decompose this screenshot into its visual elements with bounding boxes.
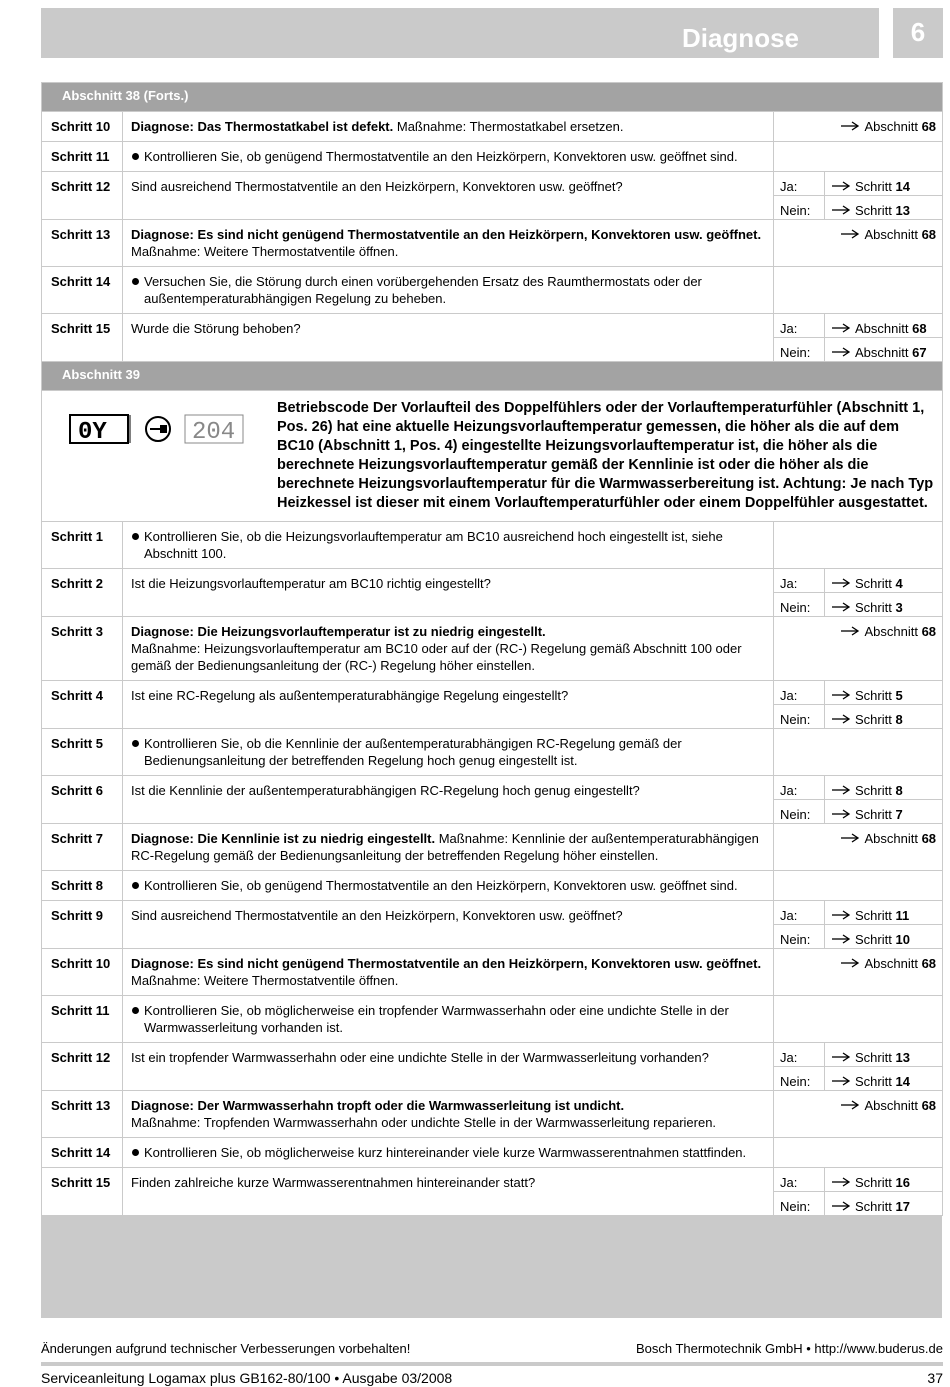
target-label: Schritt bbox=[855, 1175, 892, 1190]
step-content bbox=[123, 1043, 774, 1091]
target-number: 11 bbox=[895, 908, 910, 923]
target-label: Schritt bbox=[855, 203, 892, 218]
step-label: Schritt 4 bbox=[42, 681, 123, 729]
target-label: Schritt bbox=[855, 908, 892, 923]
yes-label: Ja: bbox=[774, 681, 825, 705]
table-row bbox=[42, 949, 943, 996]
target-number: 5 bbox=[895, 688, 903, 703]
target-number: 3 bbox=[895, 600, 903, 615]
diagnosis-text: Diagnose: Der Warmwasserhahn tropft oder die Warmwasserleitung ist undicht. bbox=[131, 1098, 625, 1113]
step-content bbox=[123, 1091, 774, 1138]
target-label: Abschnitt bbox=[864, 119, 918, 134]
table-row bbox=[42, 729, 943, 776]
footer-company: Bosch Thermotechnik GmbH • http://www.buderus.de bbox=[635, 1341, 943, 1356]
no-target[interactable] bbox=[825, 593, 943, 617]
no-target[interactable] bbox=[825, 196, 943, 220]
table-row bbox=[42, 1091, 943, 1138]
no-target[interactable] bbox=[825, 925, 943, 949]
step-label: Schritt 1 bbox=[42, 522, 123, 569]
chapter-number: 6 bbox=[893, 8, 943, 58]
footer-disclaimer: Änderungen aufgrund technischer Verbesserungen vorbehalten! bbox=[41, 1341, 411, 1356]
result-target bbox=[774, 142, 943, 172]
yes-label: Ja: bbox=[774, 172, 825, 196]
result-target bbox=[774, 267, 943, 314]
no-label: Nein: bbox=[774, 1192, 825, 1216]
result-target[interactable] bbox=[774, 1091, 943, 1138]
step-label: Schritt 5 bbox=[42, 729, 123, 776]
arrow-right-icon bbox=[831, 714, 851, 724]
target-number: 13 bbox=[895, 203, 910, 218]
target-label: Abschnitt bbox=[864, 1098, 918, 1113]
arrow-right-icon bbox=[831, 910, 851, 920]
display-icons bbox=[42, 391, 277, 521]
step-label: Schritt 2 bbox=[42, 569, 123, 617]
step-content bbox=[123, 1168, 774, 1216]
step-label: Schritt 12 bbox=[42, 1043, 123, 1091]
lcd-display-icon bbox=[42, 413, 277, 473]
step-content bbox=[123, 220, 774, 267]
step-label: Schritt 14 bbox=[42, 267, 123, 314]
no-label: Nein: bbox=[774, 593, 825, 617]
header-bar bbox=[41, 8, 879, 58]
operating-code-row bbox=[42, 391, 943, 522]
step-label: Schritt 3 bbox=[42, 617, 123, 681]
target-number: 10 bbox=[895, 932, 910, 947]
arrow-right-icon bbox=[831, 690, 851, 700]
yes-target[interactable] bbox=[825, 314, 943, 338]
no-target[interactable] bbox=[825, 1067, 943, 1091]
arrow-right-icon bbox=[831, 181, 851, 191]
section-title: Abschnitt 39 bbox=[42, 362, 943, 391]
step-label: Schritt 8 bbox=[42, 871, 123, 901]
arrow-right-icon bbox=[840, 1100, 860, 1110]
step-text: Ist die Kennlinie der außentemperaturabhängigen RC-Regelung hoch genug eingestellt? bbox=[131, 783, 640, 798]
arrow-right-icon bbox=[831, 809, 851, 819]
step-content bbox=[123, 729, 774, 776]
target-number: 14 bbox=[895, 1074, 910, 1089]
arrow-right-icon bbox=[840, 958, 860, 968]
step-label: Schritt 11 bbox=[42, 142, 123, 172]
target-label: Abschnitt bbox=[864, 624, 918, 639]
step-label: Schritt 15 bbox=[42, 314, 123, 362]
bullet-item: Versuchen Sie, die Störung durch einen vorübergehenden Ersatz des Raumthermostats oder der außentemperaturabhängigen Regelung zu beheben. bbox=[131, 273, 765, 307]
step-content bbox=[123, 314, 774, 362]
no-target[interactable] bbox=[825, 705, 943, 729]
section-header bbox=[42, 83, 943, 112]
arrow-right-icon bbox=[831, 602, 851, 612]
step-label: Schritt 13 bbox=[42, 220, 123, 267]
table-row bbox=[42, 220, 943, 267]
step-content bbox=[123, 522, 774, 569]
table-row bbox=[42, 112, 943, 142]
yes-label: Ja: bbox=[774, 901, 825, 925]
arrow-right-icon bbox=[831, 1052, 851, 1062]
operating-code-cell bbox=[42, 391, 943, 522]
yes-label: Ja: bbox=[774, 776, 825, 800]
step-content bbox=[123, 824, 774, 871]
page-title: Diagnose bbox=[681, 23, 799, 53]
table-row bbox=[42, 996, 943, 1043]
step-text: Maßnahme: Kennlinie der außentemperaturabhängigen RC-Regelung gemäß der Bedienungsanleitung der betreffenden Regelung höher einstellen. bbox=[131, 831, 759, 863]
step-label: Schritt 10 bbox=[42, 112, 123, 142]
target-label: Schritt bbox=[855, 600, 892, 615]
target-label: Schritt bbox=[855, 688, 892, 703]
no-target[interactable] bbox=[825, 1192, 943, 1216]
step-label: Schritt 7 bbox=[42, 824, 123, 871]
step-text: Maßnahme: Tropfenden Warmwasserhahn oder undichte Stelle in der Warmwasserleitung reparieren. bbox=[131, 1115, 717, 1130]
step-content bbox=[123, 871, 774, 901]
bullet-item: Kontrollieren Sie, ob möglicherweise kurz hintereinander viele kurze Warmwasserentnahmen stattfinden. bbox=[131, 1144, 765, 1161]
yes-target[interactable] bbox=[825, 569, 943, 593]
no-label: Nein: bbox=[774, 196, 825, 220]
step-text: Ist die Heizungsvorlauftemperatur am BC10 richtig eingestellt? bbox=[131, 576, 491, 591]
no-label: Nein: bbox=[774, 1067, 825, 1091]
step-content bbox=[123, 996, 774, 1043]
table-row bbox=[42, 681, 943, 705]
step-content bbox=[123, 172, 774, 220]
yes-target[interactable] bbox=[825, 1043, 943, 1067]
arrow-right-icon bbox=[840, 626, 860, 636]
arrow-right-icon bbox=[831, 1201, 851, 1211]
table-row bbox=[42, 1138, 943, 1168]
step-text: Sind ausreichend Thermostatventile an den Heizkörpern, Konvektoren usw. geöffnet? bbox=[131, 908, 623, 923]
bullet-item: Kontrollieren Sie, ob möglicherweise ein tropfender Warmwasserhahn oder eine undichte Stelle in der Warmwasserleitung vorhanden ist. bbox=[131, 1002, 765, 1036]
no-target[interactable] bbox=[825, 338, 943, 362]
diagnosis-text: Diagnose: Die Heizungsvorlauftemperatur ist zu niedrig eingestellt. bbox=[131, 624, 546, 639]
bullet-item: Kontrollieren Sie, ob die Kennlinie der außentemperaturabhängigen RC-Regelung gemäß der Bedienungsanleitung der betreffenden Regelung hoch genug eingestellt ist. bbox=[131, 735, 765, 769]
footer-divider bbox=[41, 1362, 943, 1366]
bullet-item: Kontrollieren Sie, ob genügend Thermostatventile an den Heizkörpern, Konvektoren usw. geöffnet sind. bbox=[131, 148, 765, 165]
display-right-code: 204 bbox=[192, 419, 236, 446]
target-label: Schritt bbox=[855, 1050, 892, 1065]
arrow-right-icon bbox=[831, 934, 851, 944]
target-number: 68 bbox=[921, 831, 937, 846]
target-number: 68 bbox=[921, 956, 937, 971]
arrow-right-icon bbox=[840, 121, 860, 131]
step-label: Schritt 6 bbox=[42, 776, 123, 824]
step-content bbox=[123, 901, 774, 949]
section-header bbox=[42, 362, 943, 391]
table-row bbox=[42, 314, 943, 338]
result-target[interactable] bbox=[774, 112, 943, 142]
result-target[interactable] bbox=[774, 824, 943, 871]
table-row bbox=[42, 824, 943, 871]
arrow-right-icon bbox=[840, 229, 860, 239]
target-label: Schritt bbox=[855, 783, 892, 798]
target-number: 68 bbox=[921, 1098, 937, 1113]
target-number: 13 bbox=[895, 1050, 910, 1065]
table-row bbox=[42, 522, 943, 569]
target-number: 7 bbox=[895, 807, 903, 822]
arrow-right-icon bbox=[831, 323, 851, 333]
target-number: 16 bbox=[895, 1175, 910, 1190]
step-label: Schritt 12 bbox=[42, 172, 123, 220]
target-label: Abschnitt bbox=[855, 321, 909, 336]
step-text: Sind ausreichend Thermostatventile an den Heizkörpern, Konvektoren usw. geöffnet? bbox=[131, 179, 623, 194]
step-text: Finden zahlreiche kurze Warmwasserentnahmen hintereinander statt? bbox=[131, 1175, 536, 1190]
target-number: 68 bbox=[921, 227, 937, 242]
arrow-right-icon bbox=[831, 1177, 851, 1187]
diagnosis-text: Diagnose: Das Thermostatkabel ist defekt. bbox=[131, 119, 394, 134]
step-label: Schritt 15 bbox=[42, 1168, 123, 1216]
table-row bbox=[42, 142, 943, 172]
step-content bbox=[123, 1138, 774, 1168]
diagnosis-text: Diagnose: Es sind nicht genügend Thermostatventile an den Heizkörpern, Konvektoren usw. geöffnet. bbox=[131, 956, 762, 971]
step-label: Schritt 11 bbox=[42, 996, 123, 1043]
arrow-right-icon bbox=[831, 578, 851, 588]
table-row bbox=[42, 267, 943, 314]
operating-code-headline: Betriebscode Der Vorlaufteil des Doppelfühlers oder der Vorlauftemperaturfühler (Abschnitt 1, Pos. 26) hat eine aktuelle Heizungsvorlauftemperatur gemessen, die höher als die auf dem BC10 (Abschnitt 1, Pos. 4) eingestellte Heizungsvorlauftemperatur ist, die höher als die berechnete Heizungsvorlauftemperatur gemäß der Kennlinie ist oder die höher als die berechnete Heizungsvorlauftemperatur für die Warmwasserbereitung ist. Achtung: Je nach Typ Heizkessel ist dieser mit einem Vorlauftemperaturfühler oder einem Doppelfühler ausgestattet. bbox=[277, 400, 934, 511]
table-row bbox=[42, 1043, 943, 1067]
result-target bbox=[774, 1138, 943, 1168]
diagnosis-text: Diagnose: Es sind nicht genügend Thermostatventile an den Heizkörpern, Konvektoren usw. geöffnet. bbox=[131, 227, 762, 242]
table-row bbox=[42, 901, 943, 925]
target-number: 67 bbox=[912, 345, 927, 360]
target-label: Schritt bbox=[855, 932, 892, 947]
step-text: Maßnahme: Weitere Thermostatventile öffnen. bbox=[131, 244, 399, 259]
yes-target[interactable] bbox=[825, 681, 943, 705]
bullet-item: Kontrollieren Sie, ob die Heizungsvorlauftemperatur am BC10 ausreichend hoch eingestellt ist, siehe Abschnitt 100. bbox=[131, 528, 765, 562]
target-number: 68 bbox=[921, 624, 937, 639]
table-row bbox=[42, 871, 943, 901]
yes-target[interactable] bbox=[825, 172, 943, 196]
diagnosis-table bbox=[41, 82, 943, 1216]
step-content bbox=[123, 267, 774, 314]
step-content bbox=[123, 681, 774, 729]
arrow-right-icon bbox=[831, 785, 851, 795]
target-label: Schritt bbox=[855, 576, 892, 591]
step-content bbox=[123, 112, 774, 142]
step-text: Ist ein tropfender Warmwasserhahn oder eine undichte Stelle in der Warmwasserleitung vorhanden? bbox=[131, 1050, 709, 1065]
table-row bbox=[42, 776, 943, 800]
target-number: 8 bbox=[895, 783, 903, 798]
no-label: Nein: bbox=[774, 925, 825, 949]
step-text: Wurde die Störung behoben? bbox=[131, 321, 301, 336]
step-content bbox=[123, 142, 774, 172]
table-row bbox=[42, 172, 943, 196]
yes-target[interactable] bbox=[825, 901, 943, 925]
table-row bbox=[42, 1168, 943, 1192]
result-target[interactable] bbox=[774, 617, 943, 681]
target-number: 8 bbox=[895, 712, 903, 727]
target-label: Schritt bbox=[855, 179, 892, 194]
target-label: Schritt bbox=[855, 807, 892, 822]
step-content bbox=[123, 949, 774, 996]
no-target[interactable] bbox=[825, 800, 943, 824]
arrow-right-icon bbox=[831, 1076, 851, 1086]
yes-label: Ja: bbox=[774, 569, 825, 593]
target-label: Abschnitt bbox=[864, 956, 918, 971]
target-label: Schritt bbox=[855, 712, 892, 727]
step-content bbox=[123, 617, 774, 681]
section-title: Abschnitt 38 (Forts.) bbox=[42, 83, 943, 112]
footer-manual: Serviceanleitung Logamax plus GB162-80/100 • Ausgabe 03/2008 bbox=[41, 1370, 453, 1386]
target-label: Abschnitt bbox=[864, 831, 918, 846]
step-content bbox=[123, 776, 774, 824]
step-text: Maßnahme: Heizungsvorlauftemperatur am BC10 oder auf der (RC-) Regelung gemäß Abschnitt 100 oder gemäß der Bedienungsanleitung der (RC-) Regelung höher einstellen. bbox=[131, 641, 742, 673]
target-label: Schritt bbox=[855, 1074, 892, 1089]
target-number: 17 bbox=[895, 1199, 910, 1214]
step-label: Schritt 10 bbox=[42, 949, 123, 996]
target-number: 4 bbox=[895, 576, 903, 591]
table-row bbox=[42, 569, 943, 593]
step-label: Schritt 14 bbox=[42, 1138, 123, 1168]
display-left-code: 0Y bbox=[78, 419, 107, 446]
yes-label: Ja: bbox=[774, 1168, 825, 1192]
yes-label: Ja: bbox=[774, 1043, 825, 1067]
result-target[interactable] bbox=[774, 220, 943, 267]
bullet-item: Kontrollieren Sie, ob genügend Thermostatventile an den Heizkörpern, Konvektoren usw. geöffnet sind. bbox=[131, 877, 765, 894]
result-target bbox=[774, 522, 943, 569]
target-number: 68 bbox=[912, 321, 927, 336]
target-number: 68 bbox=[921, 119, 937, 134]
document-frame bbox=[41, 82, 942, 1318]
yes-label: Ja: bbox=[774, 314, 825, 338]
result-target[interactable] bbox=[774, 949, 943, 996]
step-text: Maßnahme: Thermostatkabel ersetzen. bbox=[393, 119, 624, 134]
step-label: Schritt 9 bbox=[42, 901, 123, 949]
table-row bbox=[42, 617, 943, 681]
step-text: Ist eine RC-Regelung als außentemperaturabhängige Regelung eingestellt? bbox=[131, 688, 569, 703]
arrow-right-icon bbox=[831, 347, 851, 357]
step-content bbox=[123, 569, 774, 617]
target-label: Abschnitt bbox=[855, 345, 909, 360]
arrow-right-icon bbox=[831, 205, 851, 215]
footer-page-number: 37 bbox=[927, 1370, 943, 1386]
no-label: Nein: bbox=[774, 705, 825, 729]
step-label: Schritt 13 bbox=[42, 1091, 123, 1138]
target-number: 14 bbox=[895, 179, 910, 194]
result-target bbox=[774, 871, 943, 901]
diagnosis-text: Diagnose: Die Kennlinie ist zu niedrig eingestellt. bbox=[131, 831, 436, 846]
step-text: Maßnahme: Weitere Thermostatventile öffnen. bbox=[131, 973, 399, 988]
target-label: Schritt bbox=[855, 1199, 892, 1214]
yes-target[interactable] bbox=[825, 1168, 943, 1192]
result-target bbox=[774, 729, 943, 776]
no-label: Nein: bbox=[774, 800, 825, 824]
no-label: Nein: bbox=[774, 338, 825, 362]
target-label: Abschnitt bbox=[864, 227, 918, 242]
arrow-right-icon bbox=[840, 833, 860, 843]
yes-target[interactable] bbox=[825, 776, 943, 800]
result-target bbox=[774, 996, 943, 1043]
